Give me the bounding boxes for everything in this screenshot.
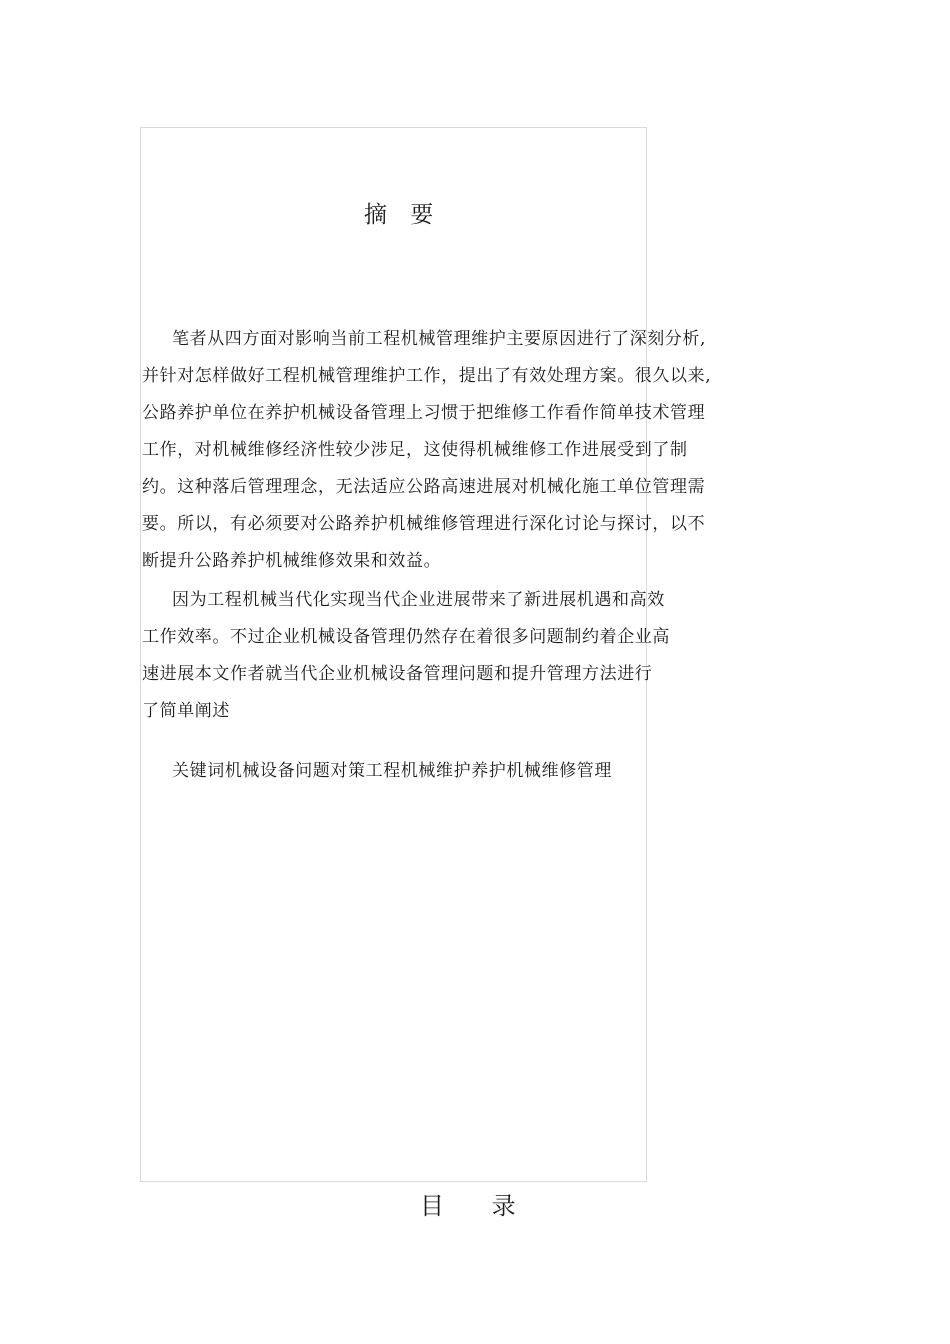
toc-title: 目 录: [420, 1192, 536, 1220]
text-line: 工作，对机械维修经济性较少涉足，这使得机械维修工作进展受到了制: [142, 440, 688, 460]
text-line: 工作效率。不过企业机械设备管理仍然存在着很多问题制约着企业高: [142, 627, 670, 647]
text-line: 速进展本文作者就当代企业机械设备管理问题和提升管理方法进行: [142, 664, 653, 684]
page-frame: [140, 127, 647, 1182]
text-line: 约。这种落后管理理念，无法适应公路高速进展对机械化施工单位管理需: [142, 477, 706, 497]
text-line: 公路养护单位在养护机械设备管理上习惯于把维修工作看作简单技术管理: [142, 403, 706, 423]
text-line: 了简单阐述: [142, 701, 230, 721]
text-line: 断提升公路养护机械维修效果和效益。: [142, 551, 442, 571]
text-line: 笔者从四方面对影响当前工程机械管理维护主要原因进行了深刻分析,: [172, 329, 707, 349]
keywords-line: 关键词机械设备问题对策工程机械维护养护机械维修管理: [172, 761, 612, 781]
text-line: 并针对怎样做好工程机械管理维护工作，提出了有效处理方案。很久以来,: [142, 366, 712, 386]
text-line: 要。所以，有必须要对公路养护机械维修管理进行深化讨论与探讨，以不: [142, 514, 706, 534]
abstract-title: 摘 要: [364, 202, 442, 228]
text-line: 因为工程机械当代化实现当代企业进展带来了新进展机遇和高效: [172, 590, 665, 610]
